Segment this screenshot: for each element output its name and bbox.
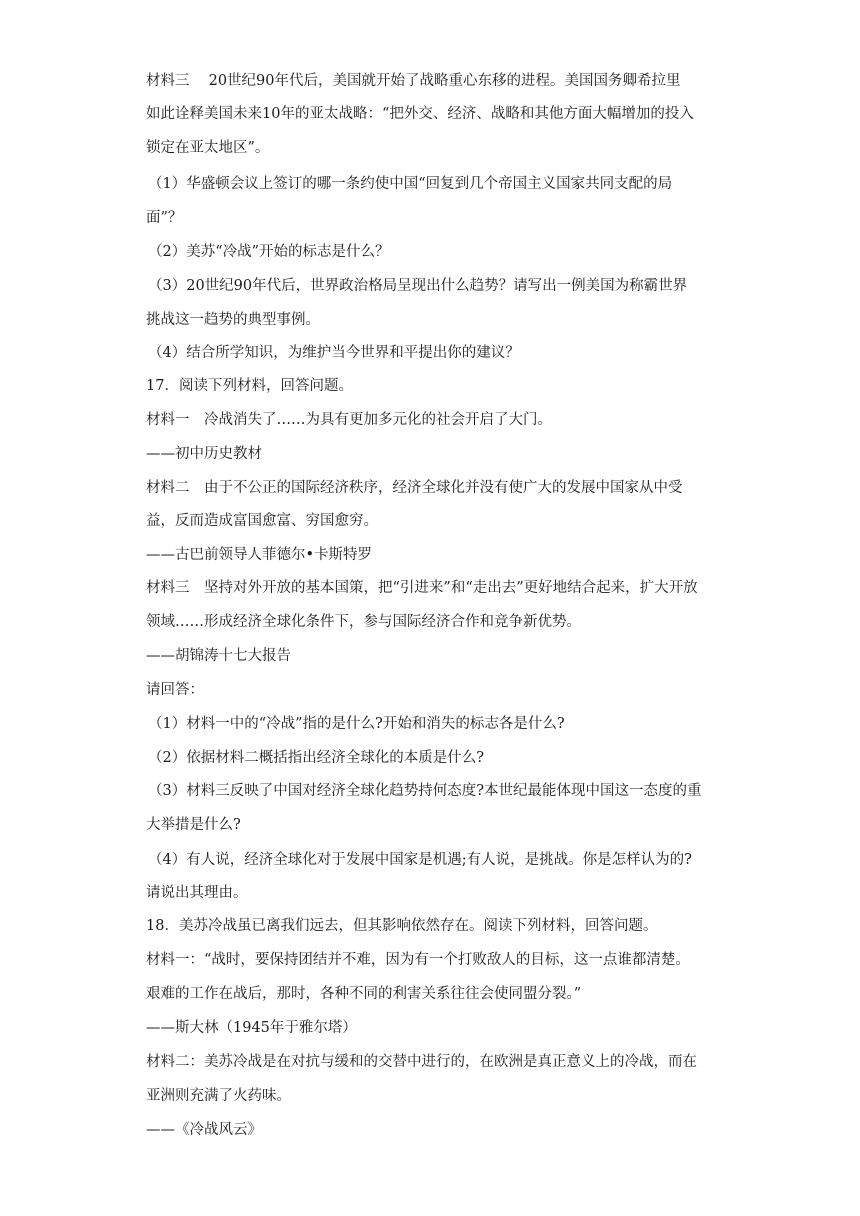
question-1-line-2: 面”？ bbox=[146, 210, 183, 226]
problem-17-heading: 17．阅读下列材料，回答问题。 bbox=[146, 378, 353, 394]
question-2: （2）美苏“冷战”开始的标志是什么？ bbox=[148, 244, 390, 260]
p17-material-three-line-2: 领域……形成经济全球化条件下，参与国际经济合作和竞争新优势。 bbox=[146, 614, 581, 630]
problem-18-heading: 18．美苏冷战虽已离我们远去，但其影响依然存在。阅读下列材料，回答问题。 bbox=[146, 918, 658, 934]
p17-material-three-line-1: 材料三 坚持对外开放的基本国策，把“引进来”和“走出去”更好地结合起来，扩大开放 bbox=[146, 580, 698, 596]
p18-material-two-line-1: 材料二：美苏冷战是在对抗与缓和的交替中进行的，在欧洲是真正意义上的冷战，而在 bbox=[146, 1054, 697, 1070]
p18-material-two-line-2: 亚洲则充满了火药味。 bbox=[146, 1088, 291, 1104]
p17-material-one-source: ——初中历史教材 bbox=[146, 446, 262, 462]
question-1-line-1: （1）华盛顿会议上签订的哪一条约使中国“回复到几个帝国主义国家共同支配的局 bbox=[148, 176, 673, 192]
p17-question-4-line-1: （4）有人说，经济全球化对于发展中国家是机遇;有人说，是挑战。你是怎样认为的? bbox=[148, 852, 692, 868]
p17-please-answer: 请回答： bbox=[146, 682, 204, 698]
p17-question-3-line-1: （3）材料三反映了中国对经济全球化趋势持何态度?本世纪最能体现中国这一态度的重 bbox=[148, 783, 702, 799]
question-3-line-2: 挑战这一趋势的典型事例。 bbox=[146, 312, 320, 328]
p17-material-one: 材料一 冷战消失了……为具有更加多元化的社会开启了大门。 bbox=[146, 412, 552, 428]
p18-material-one-line-1: 材料一：“战时，要保持团结并不难，因为有一个打败敌人的目标，这一点谁都清楚。 bbox=[146, 952, 690, 968]
p18-material-one-line-2: 艰难的工作在战后，那时，各种不同的利害关系往往会使同盟分裂。” bbox=[146, 986, 582, 1002]
material-three-line-2: 如此诠释美国未来10年的亚太战略：“把外交、经济、战略和其他方面大幅增加的投入 bbox=[146, 106, 694, 122]
p17-material-two-line-1: 材料二 由于不公正的国际经济秩序，经济全球化并没有使广大的发展中国家从中受 bbox=[146, 480, 683, 496]
p17-material-two-source: ——古巴前领导人菲德尔•卡斯特罗 bbox=[146, 547, 373, 563]
p18-material-two-source: ——《冷战风云》 bbox=[146, 1122, 262, 1138]
p17-question-3-line-2: 大举措是什么? bbox=[146, 817, 241, 833]
question-4: （4）结合所学知识，为维护当今世界和平提出你的建议？ bbox=[148, 345, 520, 361]
material-three-line-1: 材料三 20世纪90年代后，美国就开始了战略重心东移的进程。美国国务卿希拉里 bbox=[146, 73, 681, 89]
p18-material-one-source: ——斯大林（1945年于雅尔塔） bbox=[146, 1020, 357, 1036]
question-3-line-1: （3）20世纪90年代后，世界政治格局呈现出什么趋势？请写出一例美国为称霸世界 bbox=[148, 278, 688, 294]
p17-question-1: （1）材料一中的“冷战”指的是什么?开始和消失的标志各是什么? bbox=[148, 716, 565, 732]
p17-material-three-source: ——胡锦涛十七大报告 bbox=[146, 648, 291, 664]
p17-question-2: （2）依据材料二概括指出经济全球化的本质是什么? bbox=[148, 750, 484, 766]
material-three-line-3: 锁定在亚太地区”。 bbox=[146, 140, 270, 156]
p17-question-4-line-2: 请说出其理由。 bbox=[146, 885, 248, 901]
p17-material-two-line-2: 益，反而造成富国愈富、穷国愈穷。 bbox=[146, 513, 378, 529]
